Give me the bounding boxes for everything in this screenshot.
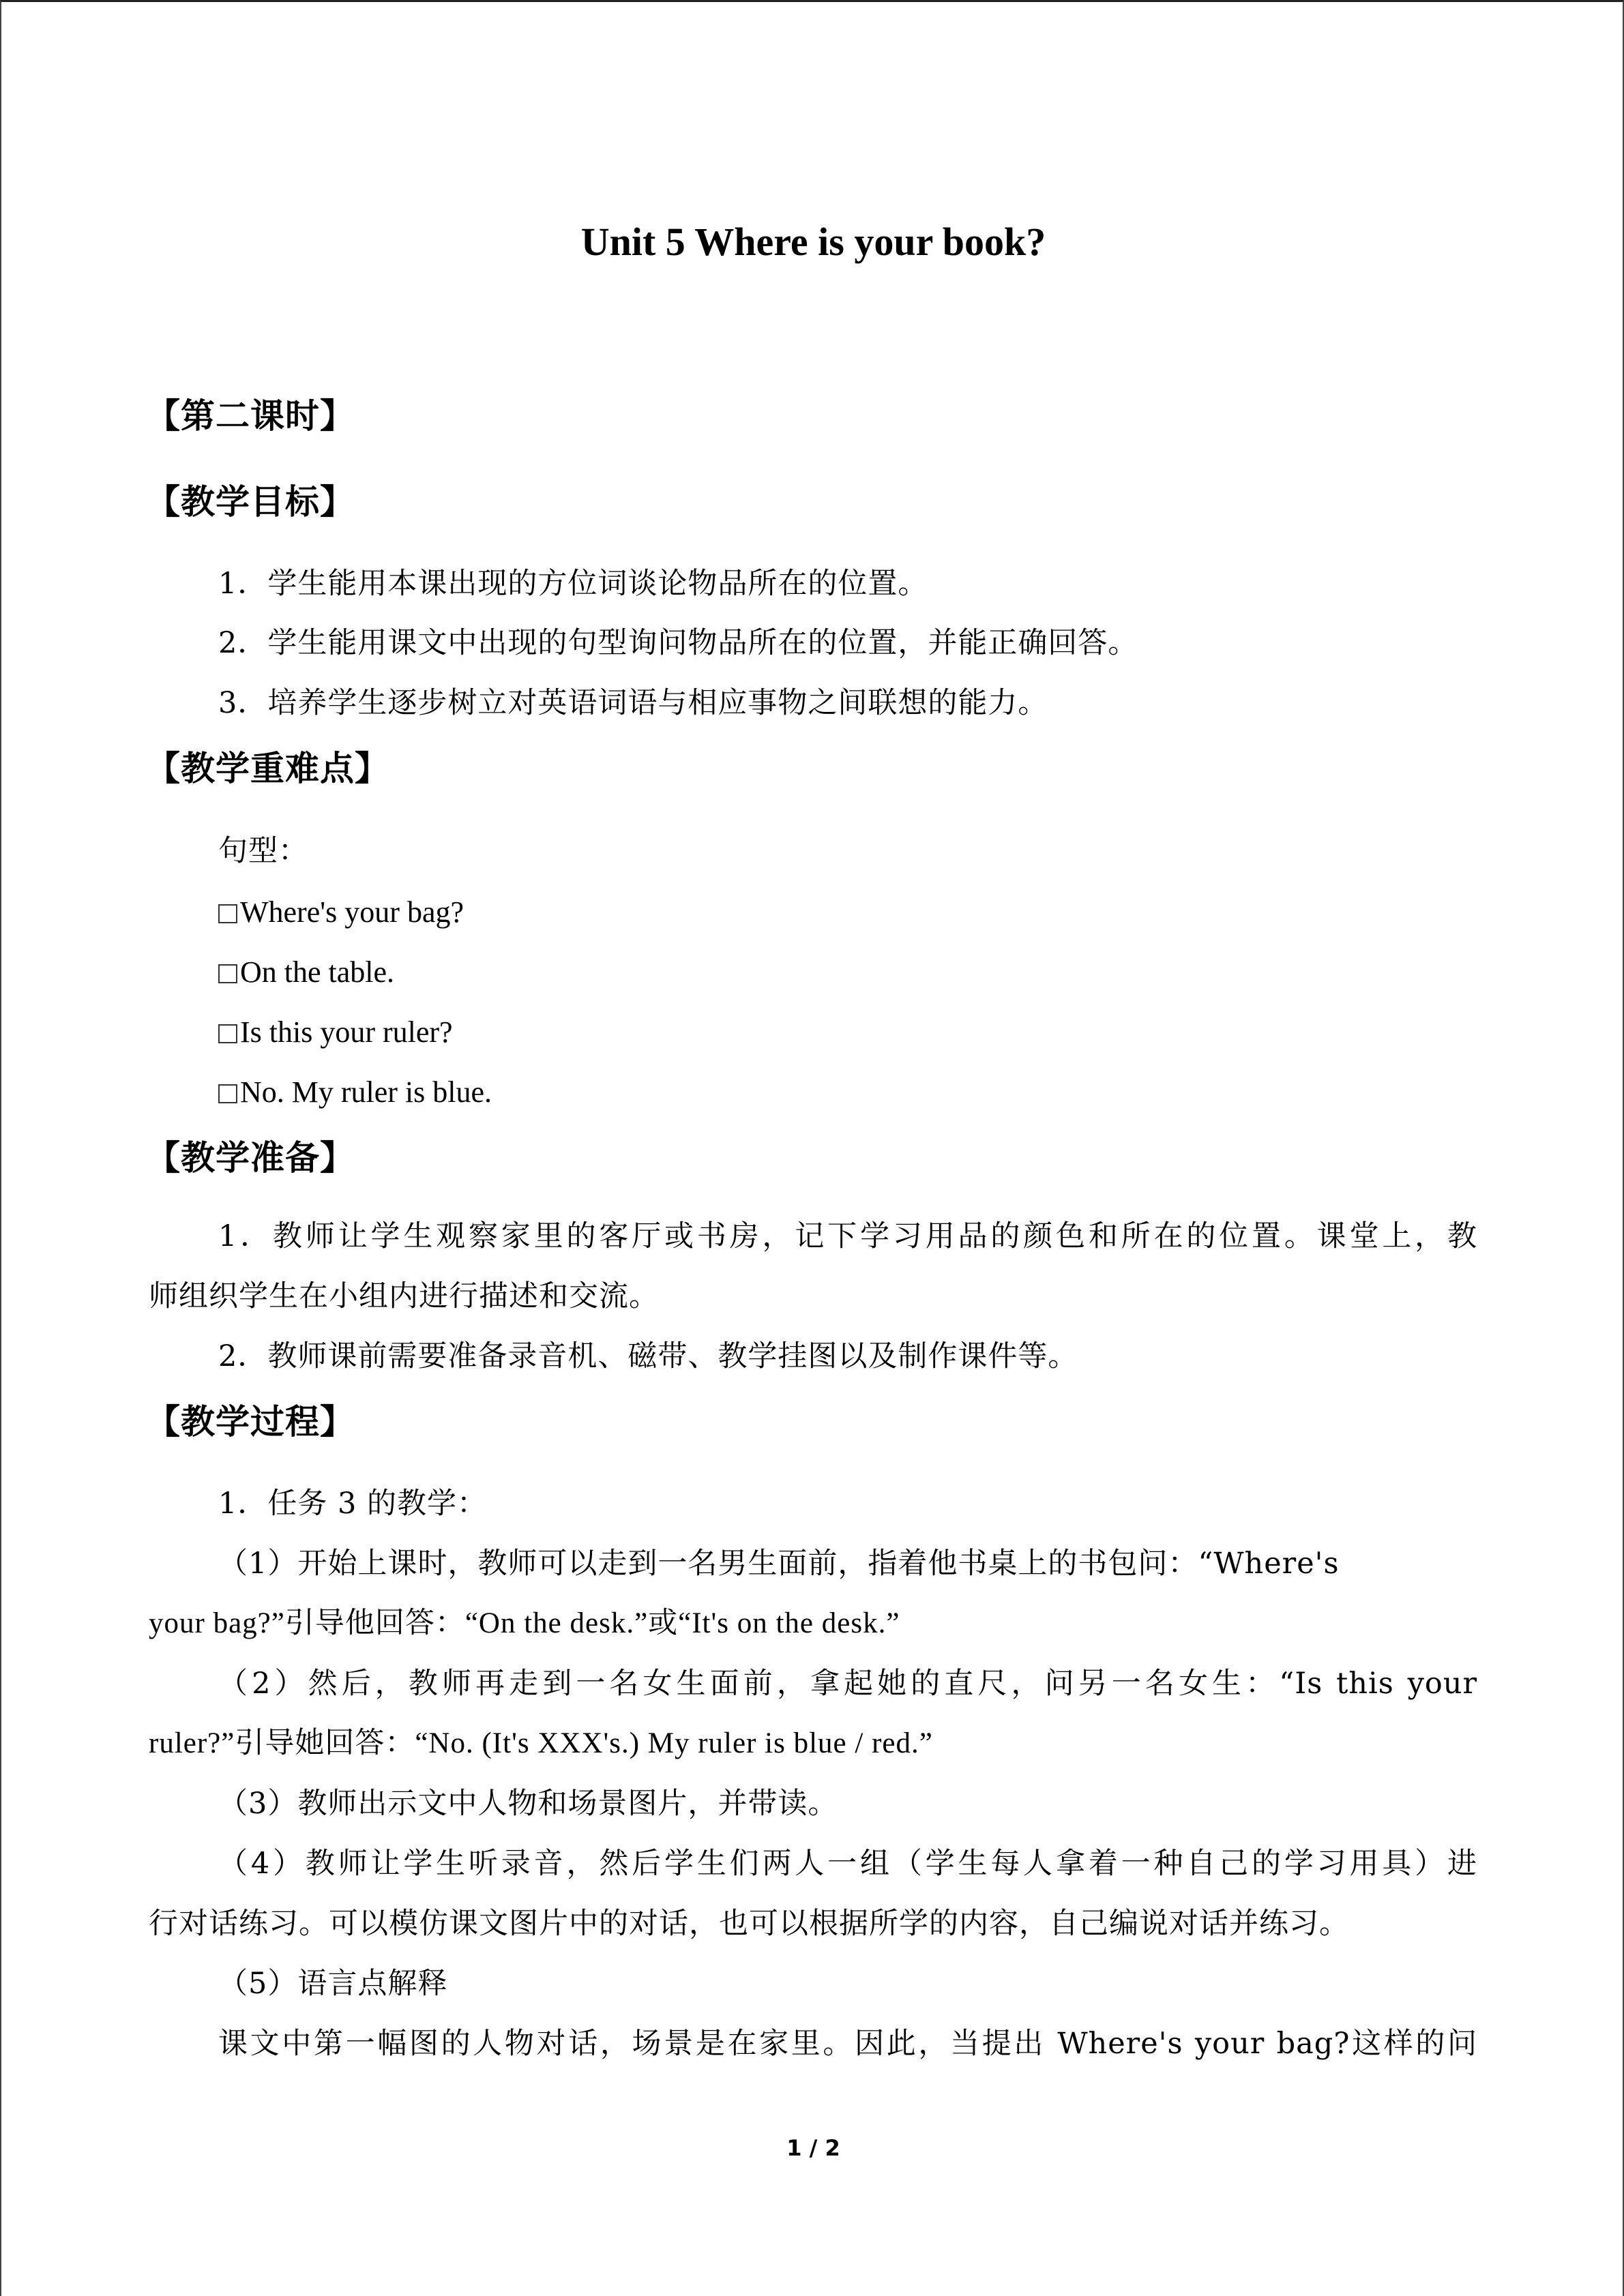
process-step-4-line-1: （4）教师让学生听录音，然后学生们两人一组（学生每人拿着一种自己的学习用具）进 — [218, 1847, 1477, 1881]
section-heading-preparation: 【教学准备】 — [146, 1138, 355, 1178]
objective-item-1: 1．学生能用本课出现的方位词谈论物品所在的位置。 — [218, 567, 928, 601]
process-step-2-line-1: （2）然后，教师再走到一名女生面前，拿起她的直尺，问另一名女生：“Is this your — [218, 1667, 1477, 1701]
process-step-3: （3）教师出示文中人物和场景图片，并带读。 — [218, 1787, 838, 1821]
checkbox-icon — [218, 1024, 237, 1043]
key-points-label: 句型： — [218, 834, 308, 868]
preparation-paragraph-2: 2．教师课前需要准备录音机、磁带、教学挂图以及制作课件等。 — [218, 1339, 1078, 1373]
preparation-paragraph-1-line-2: 师组织学生在小组内进行描述和交流。 — [149, 1279, 659, 1313]
preparation-paragraph-1-line-1: 1．教师让学生观察家里的客厅或书房，记下学习用品的颜色和所在的位置。课堂上，教 — [218, 1219, 1477, 1253]
process-step-5-title: （5）语言点解释 — [218, 1967, 448, 2001]
process-step-1-line-1: （1）开始上课时，教师可以走到一名男生面前，指着他书桌上的书包问：“Where's — [218, 1547, 1340, 1581]
process-step-4-line-2: 行对话练习。可以模仿课文图片中的对话，也可以根据所学的内容，自己编说对话并练习。 — [149, 1907, 1349, 1941]
checkbox-icon — [218, 904, 237, 923]
key-sentence-2: On the table. — [218, 952, 394, 993]
section-heading-key-points: 【教学重难点】 — [146, 749, 389, 788]
checkbox-icon — [218, 964, 237, 983]
section-heading-lesson: 【第二课时】 — [146, 396, 355, 436]
document-title: Unit 5 Where is your book? — [580, 220, 1046, 264]
page-number: 1 / 2 — [786, 2135, 840, 2161]
section-heading-process: 【教学过程】 — [146, 1402, 355, 1442]
process-task-title: 1．任务 3 的教学： — [218, 1487, 488, 1521]
checkbox-icon — [218, 1084, 237, 1103]
objective-item-3: 3．培养学生逐步树立对英语词语与相应事物之间联想的能力。 — [218, 686, 1048, 720]
objective-item-2: 2．学生能用课文中出现的句型询问物品所在的位置，并能正确回答。 — [218, 626, 1138, 660]
process-step-1-line-2: your bag?”引导他回答：“On the desk.”或“It's on the desk.” — [149, 1607, 900, 1639]
key-sentence-4: No. My ruler is blue. — [218, 1072, 492, 1113]
key-sentence-1: Where's your bag? — [218, 892, 464, 933]
process-step-5-body: 课文中第一幅图的人物对话，场景是在家里。因此，当提出 Where's your bag?这样的问 — [218, 2027, 1477, 2061]
key-sentence-3: Is this your ruler? — [218, 1012, 453, 1053]
section-heading-objectives: 【教学目标】 — [146, 482, 355, 522]
process-step-2-line-2: ruler?”引导她回答：“No. (It's XXX's.) My ruler is blue / red.” — [149, 1727, 933, 1759]
